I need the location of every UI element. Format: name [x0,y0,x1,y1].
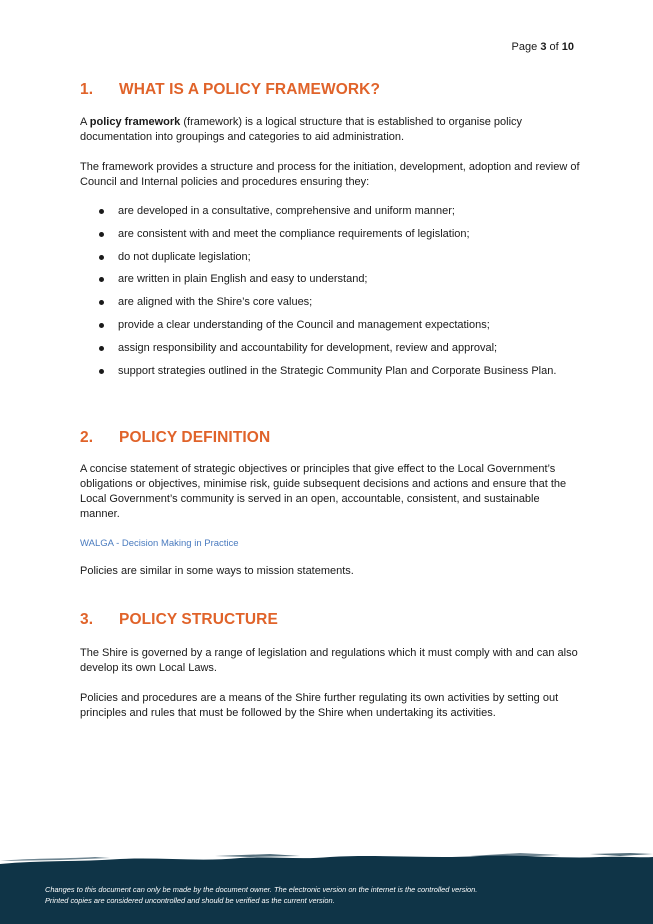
list-item: are written in plain English and easy to understand; [80,272,580,295]
section-1 [80,81,580,386]
page-footer [0,850,653,924]
list-item: are consistent with and meet the compliance requirements of legislation; [80,227,580,250]
section-3-paragraph-1: The Shire is governed by a range of legislation and regulations which it must comply with and can also develop its own Local Laws. [80,647,578,674]
list-item: are developed in a consultative, comprehensive and uniform manner; [80,204,580,227]
section-1-paragraph-2: The framework provides a structure and process for the initiation, development, adoption and review of Council and Internal policies and procedures ensuring they: [80,161,580,188]
source-reference: WALGA - Decision Making in Practice [80,538,239,549]
section-2 [80,429,580,579]
section-2-paragraph-2: Policies are similar in some ways to mission statements. [80,565,354,577]
section-2-paragraph-1: A concise statement of strategic objectives or principles that give effect to the Local Government’s obligations or objectives, minimise risk, guide subsequent decisions and actions and ensure that the Local Government’s community is served in an open, accountable, consistent, and sustainable manner. [80,463,567,520]
section-3-paragraph-2: Policies and procedures are a means of the Shire further regulating its own activities by setting out principles and rules that must be followed by the Shire when undertaking its activities. [80,692,559,719]
section-3-title: POLICY STRUCTURE [119,611,278,628]
section-3-heading [80,611,580,629]
list-item: assign responsibility and accountability for development, review and approval; [80,341,580,364]
requirements-list [80,204,580,386]
section-1-title: WHAT IS A POLICY FRAMEWORK? [119,81,381,98]
section-3 [80,611,580,721]
list-item: provide a clear understanding of the Council and management expectations; [80,318,580,341]
section-2-heading [80,429,580,447]
footer-line-2: Printed copies are considered uncontrolled and should be verified as the current version. [45,896,335,905]
list-item: support strategies outlined in the Strategic Community Plan and Corporate Business Plan. [80,364,580,387]
page-of: of [549,41,559,53]
page-total: 10 [561,41,574,53]
para-prefix: A [80,116,87,128]
list-item: do not duplicate legislation; [80,250,580,273]
section-2-title: POLICY DEFINITION [119,429,271,446]
page-number [512,41,574,53]
page-label: Page [511,41,538,53]
section-1-number: 1. [80,81,94,98]
section-3-number: 3. [80,611,94,628]
list-item: are aligned with the Shire’s core values; [80,295,580,318]
section-1-paragraph-1 [80,115,580,145]
footer-line-1: Changes to this document can only be made by the document owner. The electronic version on the internet is the controlled version. [45,885,478,894]
page-current: 3 [540,41,547,53]
section-2-number: 2. [80,429,94,446]
para-rest: (framework) is a logical structure that is established to organise policy documentation into groupings and categories to aid administration. [80,116,523,143]
policy-framework-term: policy framework [89,116,181,128]
section-1-heading [80,81,580,99]
footer-disclaimer [45,884,625,906]
